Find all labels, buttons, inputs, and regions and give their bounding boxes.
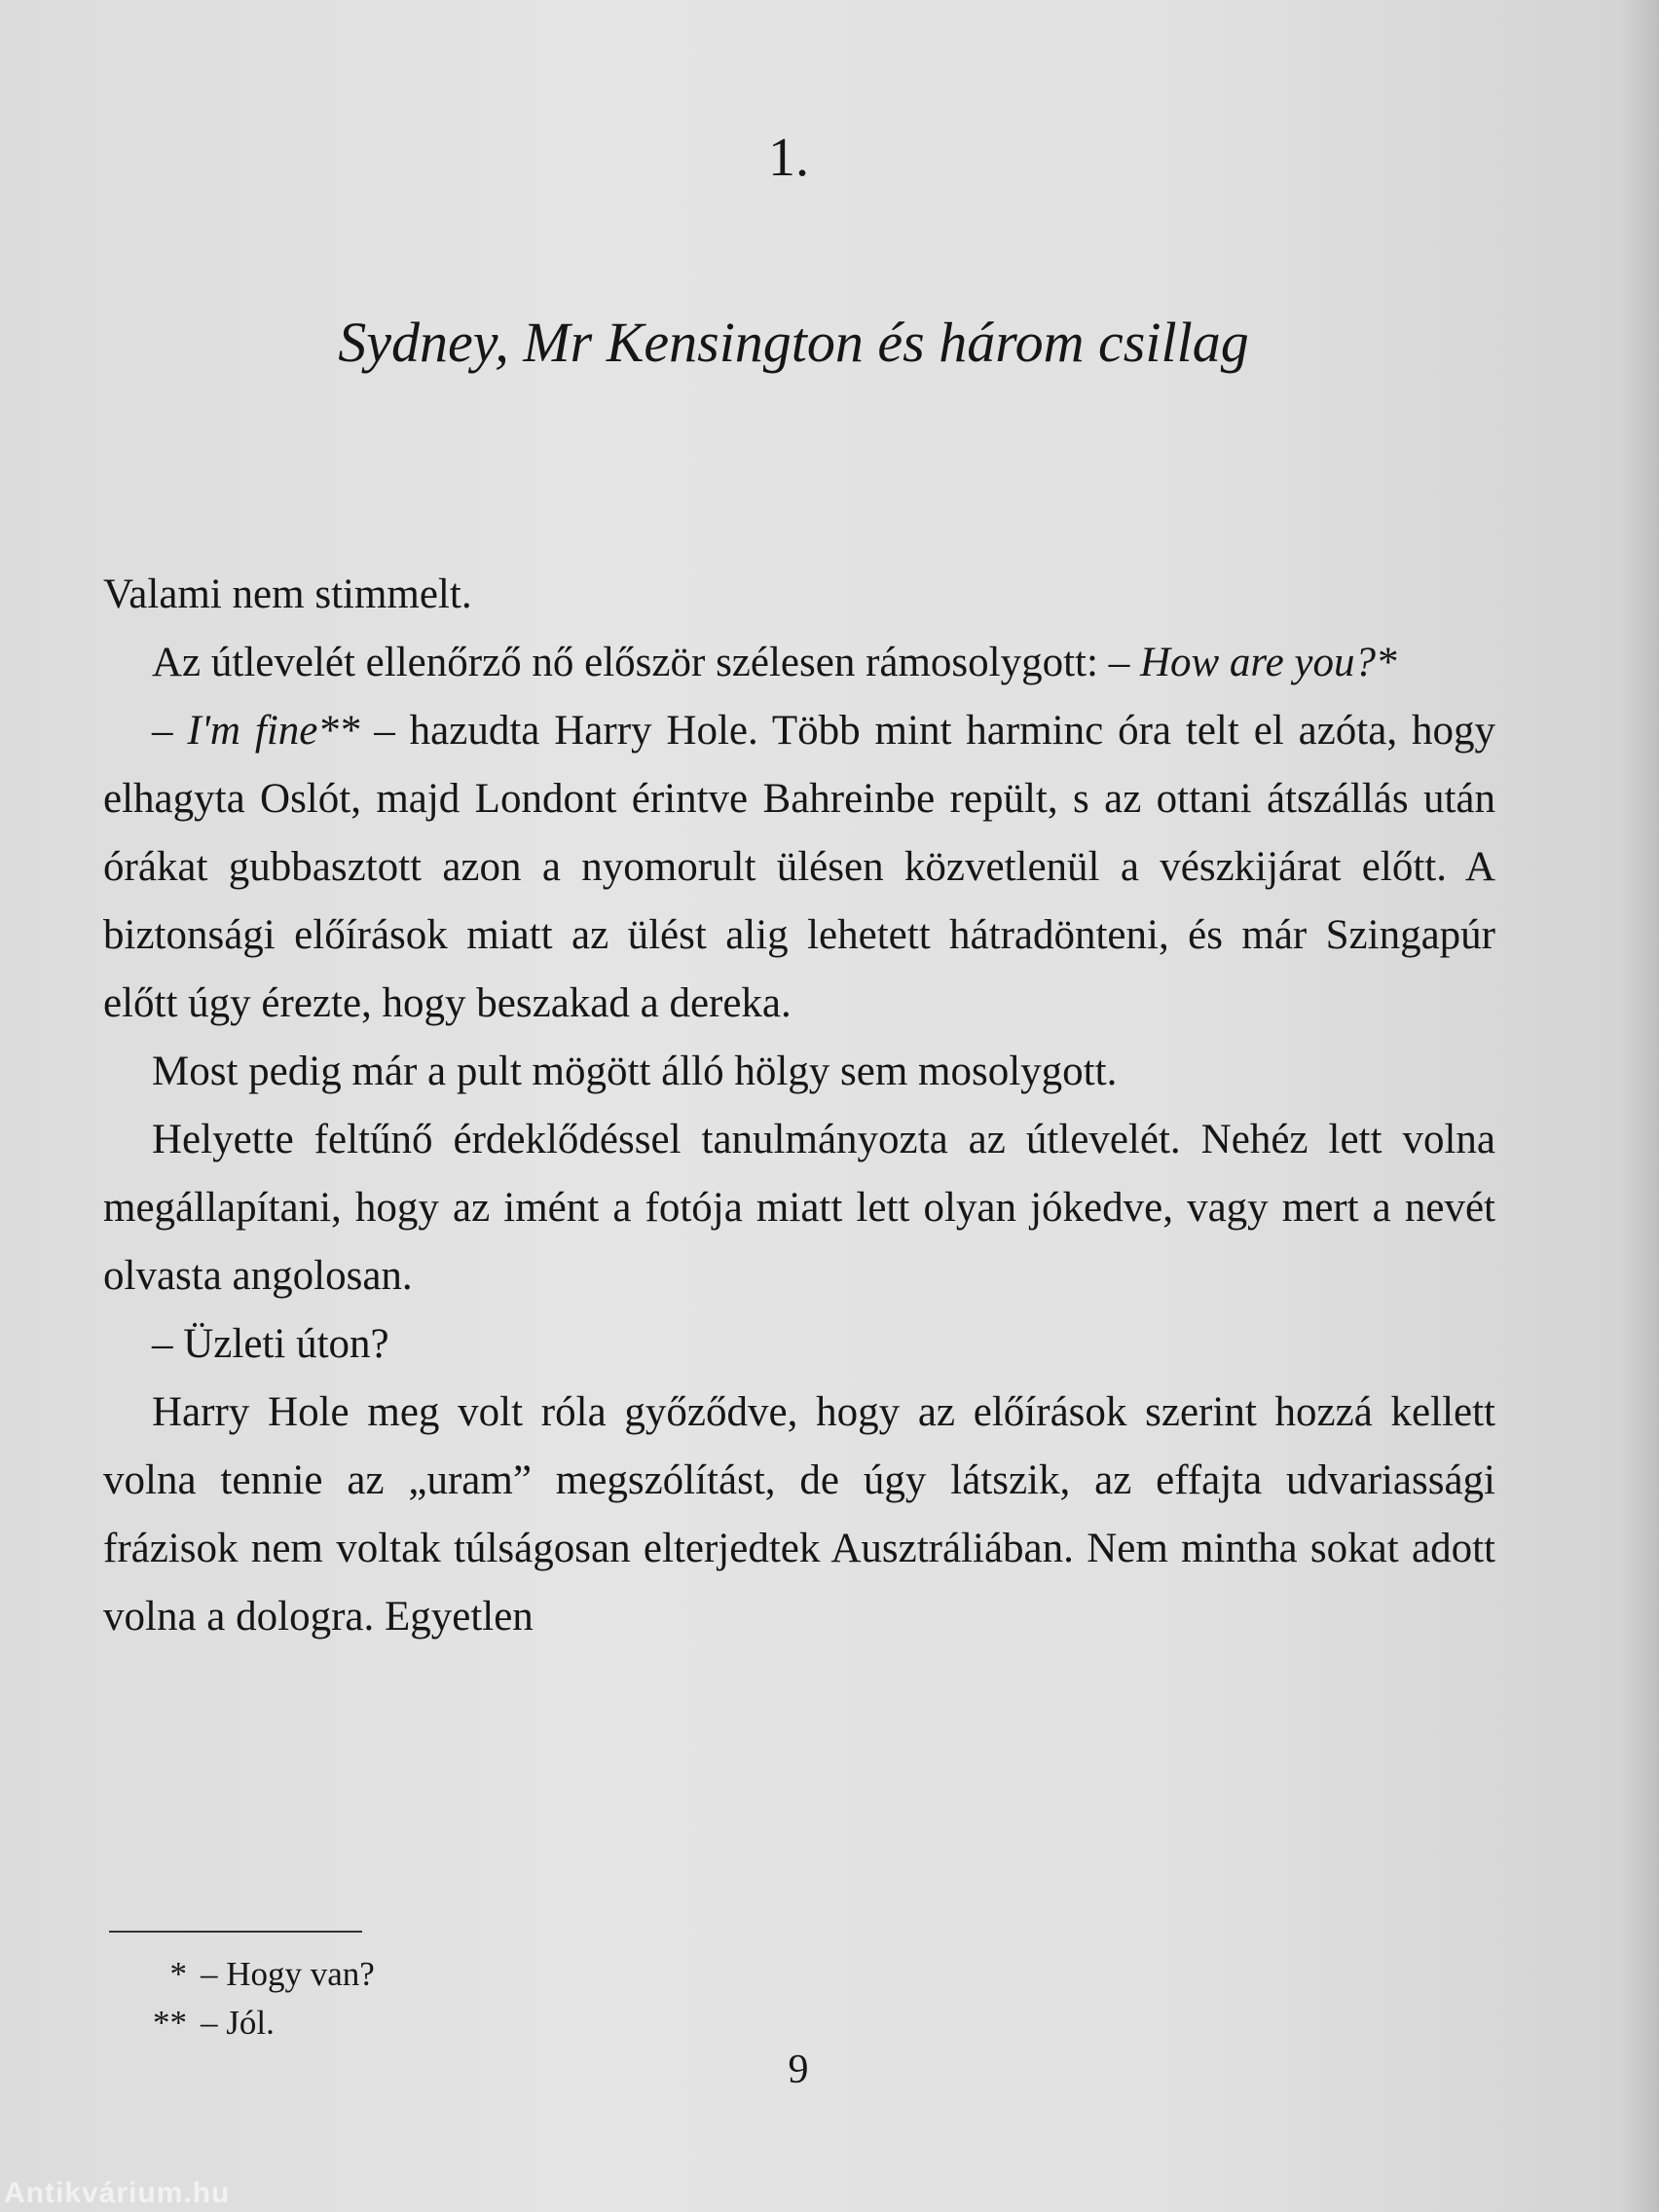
chapter-title: Sydney, Mr Kensington és három csillag bbox=[338, 311, 1249, 374]
paragraph-4 bbox=[103, 1038, 1495, 1106]
paragraph-5 bbox=[103, 1106, 1495, 1310]
paragraph-text: Helyette feltűnő érdeklődéssel tanulmányozta az útlevelét. Nehéz lett volna megállapítani, hogy az imént a fotója miatt lett olyan jókedve, vagy mert a nevét olvasta angolosan. bbox=[103, 1117, 1495, 1299]
page-number: 9 bbox=[788, 2047, 809, 2092]
footnote-text: – Jól. bbox=[201, 2004, 275, 2042]
watermark: Antikvárium.hu bbox=[4, 2177, 231, 2209]
paragraph-7 bbox=[103, 1379, 1495, 1651]
paragraph-text: Valami nem stimmelt. bbox=[103, 571, 472, 617]
footnote-1 bbox=[109, 1950, 375, 1999]
paragraph-text: Most pedig már a pult mögött álló hölgy sem mosolygott. bbox=[152, 1049, 1118, 1094]
paragraph-italic: I'm fine** bbox=[187, 708, 360, 754]
footnotes bbox=[109, 1950, 375, 2047]
footnote-text: – Hogy van? bbox=[201, 1955, 375, 1993]
page-edge-shadow bbox=[1620, 0, 1659, 2212]
chapter-number: 1. bbox=[768, 128, 809, 188]
body-text bbox=[103, 561, 1495, 1651]
paragraph-text: Az útlevelét ellenőrző nő először szélesen rámosolygott: – bbox=[152, 640, 1140, 685]
paragraph-1 bbox=[103, 561, 1495, 629]
paragraph-6 bbox=[103, 1310, 1495, 1379]
footnote-2 bbox=[109, 1999, 375, 2047]
paragraph-3 bbox=[103, 697, 1495, 1038]
paragraph-italic: How are you?* bbox=[1139, 640, 1397, 685]
paragraph-text: – hazudta Harry Hole. Több mint harminc óra telt el azóta, hogy elhagyta Oslót, majd Londont érintve Bahreinbe repült, s az ottani átszállás után órákat gubbasztott azon a nyomorult ülésen közvetlenül a vészkijárat előtt. A biztonsági előírások miatt az ülést alig lehetett hátradönteni, és már Szingapúr előtt úgy érezte, hogy beszakad a dereka. bbox=[103, 708, 1495, 1026]
paragraph-text: Harry Hole meg volt róla győződve, hogy az előírások szerint hozzá kellett volna tennie az „uram” megszólítást, de úgy látszik, az effajta udvariassági frázisok nem voltak túlságosan elterjedtek Ausztráliában. Nem mintha sokat adott volna a dologra. Egyetlen bbox=[103, 1389, 1495, 1640]
paragraph-2 bbox=[103, 629, 1495, 697]
paragraph-dash: – bbox=[152, 708, 188, 754]
footnote-divider bbox=[109, 1931, 362, 1933]
footnote-mark: ** bbox=[153, 2004, 187, 2042]
footnote-mark: * bbox=[169, 1955, 187, 1993]
paragraph-text: – Üzleti úton? bbox=[152, 1321, 389, 1367]
